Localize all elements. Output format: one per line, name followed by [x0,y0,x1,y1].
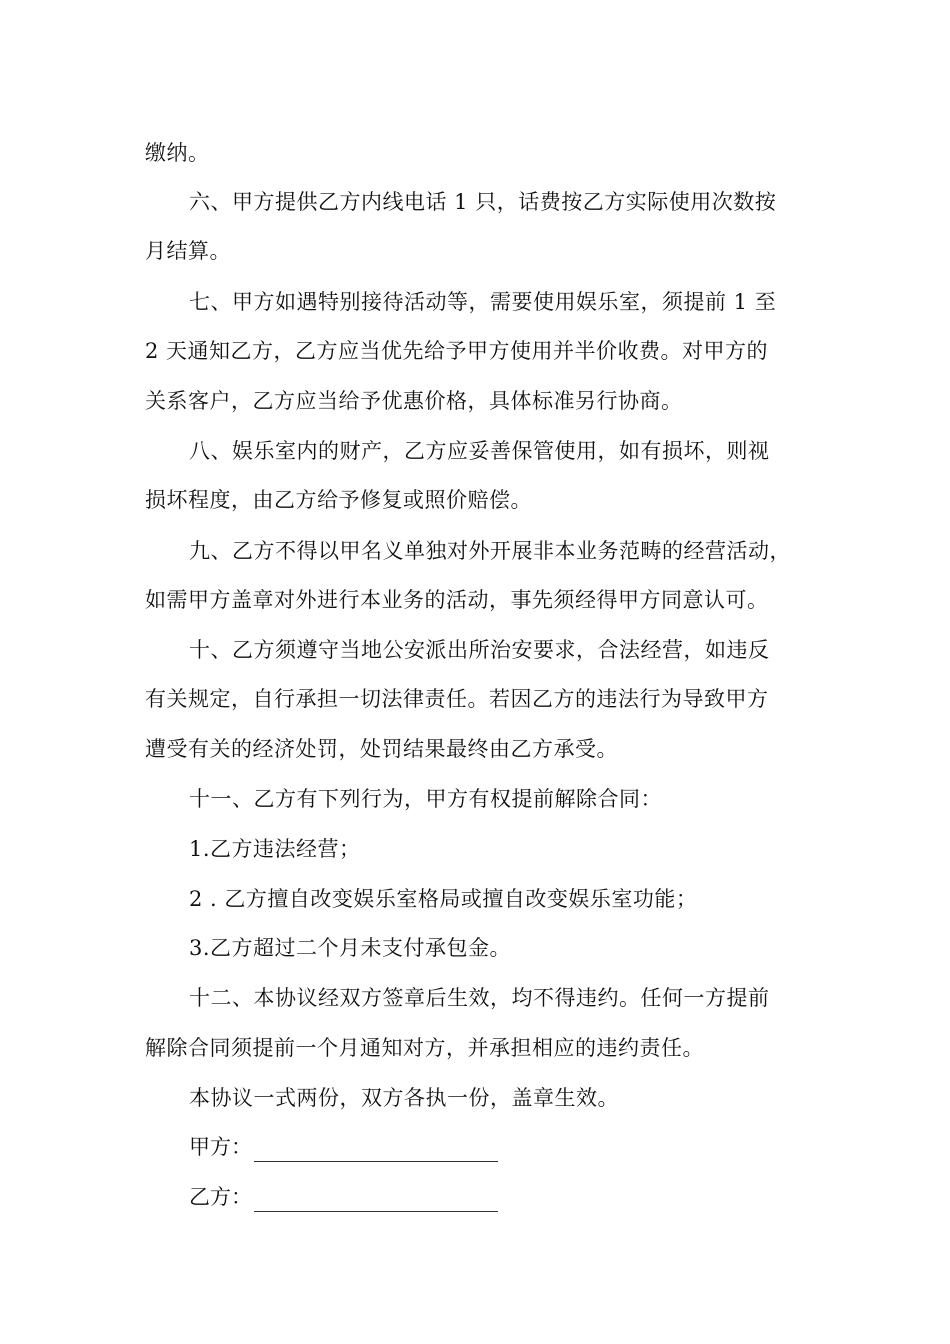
clause-10-line-2: 有关规定，自行承担一切法律责任。若因乙方的违法行为导致甲方 [145,687,769,711]
clause-12-line-2: 解除合同须提前一个月通知对方，并承担相应的违约责任。 [145,1036,704,1060]
party-a-label: 甲方： [189,1135,252,1159]
party-a-signature-line [254,1139,498,1162]
signature-party-a [189,1132,498,1162]
party-b-signature-line [254,1189,498,1212]
clause-7-line-1: 七、甲方如遇特别接待活动等，需要使用娱乐室，须提前 1 至 [189,290,777,314]
clause-6-line-1: 六、甲方提供乙方内线电话 1 只，话费按乙方实际使用次数按 [189,190,777,214]
clause-12-line-1: 十二、本协议经双方签章后生效，均不得违约。任何一方提前 [189,986,770,1010]
party-b-label: 乙方： [189,1185,252,1209]
clause-6-line-2: 月结算。 [145,239,231,263]
clause-10-line-1: 十、乙方须遵守当地公安派出所治安要求，合法经营，如违反 [189,638,770,662]
clause-10-line-3: 遭受有关的经济处罚，处罚结果最终由乙方承受。 [145,737,618,761]
clause-8-line-1: 八、娱乐室内的财产，乙方应妥善保管使用，如有损坏，则视 [189,439,770,463]
clause-11-item-2: 2 . 乙方擅自改变娱乐室格局或擅自改变娱乐室功能； [189,887,698,911]
clause-9-line-1: 九、乙方不得以甲名义单独对外开展非本业务范畴的经营活动， [189,539,791,563]
clause-9-line-2: 如需甲方盖章对外进行本业务的活动，事先须经得甲方同意认可。 [145,588,769,612]
signature-party-b [189,1182,498,1212]
closing-statement: 本协议一式两份，双方各执一份，盖章生效。 [189,1086,619,1110]
clause-11-item-3: 3.乙方超过二个月未支付承包金。 [189,936,512,960]
clause-11-intro: 十一、乙方有下列行为，甲方有权提前解除合同： [189,787,662,811]
clause-11-item-1: 1.乙方违法经营； [189,837,361,861]
text-line-continuation-payment: 缴纳。 [145,141,210,165]
clause-7-line-3: 关系客户，乙方应当给予优惠价格，具体标准另行协商。 [145,389,683,413]
clause-8-line-2: 损坏程度，由乙方给予修复或照价赔偿。 [145,488,532,512]
clause-7-line-2: 2 天通知乙方，乙方应当优先给予甲方使用并半价收费。对甲方的 [145,339,769,363]
